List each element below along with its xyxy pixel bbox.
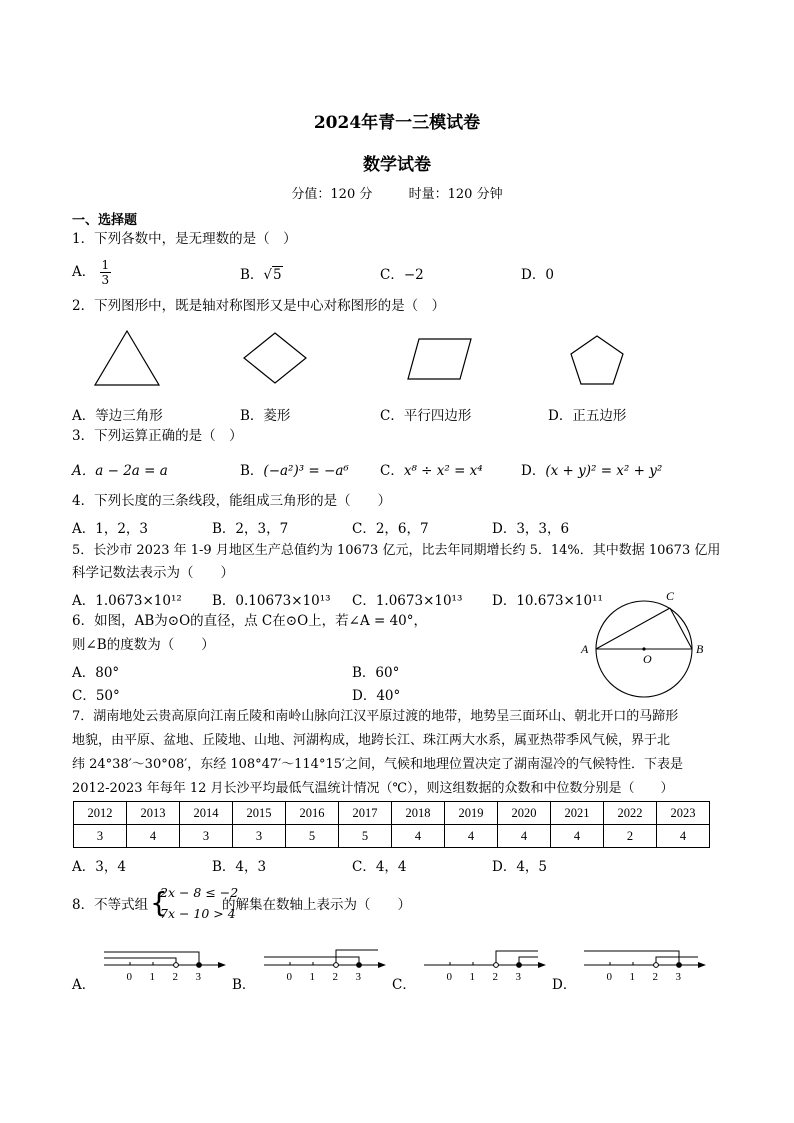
tick-label: 2 [172,971,178,983]
q3-b-expression: (−a²)³ = −a⁶ [263,463,349,479]
q2-option-b: B．菱形 [240,408,291,424]
q4-option-b: B．2，3，7 [212,521,289,537]
table-cell-temp: 4 [551,825,604,848]
q8-brace: { [150,886,168,919]
q5-option-c: C．1.0673×10¹³ [352,593,463,609]
q8-inequality-2: 7x − 10 > 4 [160,906,236,921]
q7-line1: 7．湖南地处云贵高原向江南丘陵和南岭山脉向江汉平原过渡的地带，地势呈三面环山、朝北开口的马蹄形 [72,709,679,724]
table-row-temps [74,825,710,848]
closed-endpoint [197,963,202,968]
table-cell-year: 2021 [551,802,604,825]
closed-endpoint [517,963,522,968]
q5-option-b: B．0.10673×10¹³ [212,593,331,609]
q3-option-a: A．a − 2a = a [72,463,168,479]
open-endpoint [174,963,179,968]
table-cell-temp: 4 [657,825,710,848]
table-cell-year: 2019 [445,802,498,825]
solution-ray [264,957,359,965]
q3-stem: 3．下列运算正确的是（ ） [72,428,243,444]
q4-option-a: A．1，2，3 [72,521,149,537]
q8-number-line-c [420,938,550,988]
q3-option-d: D．(x + y)² = x² + y² [521,463,663,479]
q7-line2: 地貌，由平原、盆地、丘陵地、山地、河湖构成，地跨长江、珠江两大水系，属亚热带季风气候，界于北 [72,733,671,748]
tick-label: 0 [126,971,132,983]
exam-info [0,183,794,202]
table-cell-year: 2012 [74,802,127,825]
subject-title: 数学试卷 [363,155,431,175]
q2-option-d: D．正五边形 [548,408,627,424]
tick-label: 1 [149,971,155,983]
q5-stem-line2: 科学记数法表示为（ ） [72,565,234,581]
q7-temperature-table [73,801,710,848]
arrow-head [378,962,386,968]
table-cell-temp: 3 [233,825,286,848]
q2-option-c: C．平行四边形 [380,408,472,424]
q2-pentagon-figure [565,332,629,388]
q2-parallelogram-figure [405,336,475,382]
q3-option-b: B．(−a²)³ = −a⁶ [240,463,349,479]
table-cell-year: 2015 [233,802,286,825]
tick-label: 3 [355,971,361,983]
q7-line4: 2012-2023 年每年 12 月长沙平均最低气温统计情况（℃），则这组数据的众数和中位数分别是（ ） [72,781,674,796]
table-cell-temp: 5 [286,825,339,848]
q7-option-a: A．3，4 [72,859,126,875]
sqrt-symbol: √ [263,267,273,283]
q6-option-a: A．80° [72,665,120,681]
tick-label: 0 [606,971,612,983]
table-cell-year: 2014 [180,802,233,825]
q8-option-a: A． [72,977,96,993]
tick-label: 1 [469,971,475,983]
open-endpoint [334,963,339,968]
table-cell-temp: 5 [339,825,392,848]
q6-option-c: C．50° [72,688,120,704]
tick-label: 0 [286,971,292,983]
q8-option-b: B． [232,977,256,993]
q8-stem-post: 的解集在数轴上表示为（ ） [222,897,411,913]
q8-number-line-a [100,938,230,988]
q6-label-a: A [581,642,589,656]
q8-inequality-1: 2x − 8 ≤ −2 [160,885,239,900]
q7-option-d: D．4，5 [492,859,548,875]
table-cell-temp: 3 [180,825,233,848]
q5-option-a: A．1.0673×10¹² [72,593,182,609]
q6-option-d: D．40° [352,688,401,704]
q2-triangle-figure [90,328,165,390]
q3-option-c: C．x⁸ ÷ x² = x⁴ [380,463,483,479]
q3-d-expression: (x + y)² = x² + y² [545,463,663,479]
tick-label: 2 [332,971,338,983]
table-row-years [74,802,710,825]
q4-option-d: D．3，3，6 [492,521,570,537]
q8-stem-pre: 8．不等式组 [72,897,149,913]
table-cell-temp: 4 [392,825,445,848]
table-cell-year: 2017 [339,802,392,825]
q5-stem-line1: 5．长沙市 2023 年 1-9 月地区生产总值约为 10673 亿元，比去年同期增长约 5．14%．其中数据 10673 亿用 [72,543,721,558]
q1-option-b: B．√5 [240,267,282,283]
q1-stem: 1．下列各数中，是无理数的是（ ） [72,231,297,247]
closed-endpoint [677,963,682,968]
tick-label: 2 [652,971,658,983]
table-cell-temp: 3 [74,825,127,848]
q4-option-c: C．2，6，7 [352,521,429,537]
q2-option-a: A．等边三角形 [72,408,163,424]
solution-ray [584,951,679,965]
q1-option-d: D．0 [521,267,554,283]
q6-label-b: B [696,642,704,656]
q5-option-d: D．10.673×10¹¹ [492,593,603,609]
open-endpoint [654,963,659,968]
q6-label-c: C [666,589,675,603]
arrow-head [538,962,546,968]
q7-option-b: B．4，3 [212,859,267,875]
q7-option-c: C．4，4 [352,859,407,875]
tick-label: 1 [629,971,635,983]
solution-ray [519,957,538,965]
table-cell-year: 2023 [657,802,710,825]
tick-label: 3 [675,971,681,983]
q6-option-b: B．60° [352,665,400,681]
q2-stem: 2．下列图形中，既是轴对称图形又是中心对称图形的是（ ） [72,298,446,314]
closed-endpoint [357,963,362,968]
table-cell-year: 2016 [286,802,339,825]
q8-number-line-b [260,938,390,988]
q7-line3: 纬 24°38′～30°08′，东经 108°47′～114°15′之间，气候和地理位置决定了湖南湿冷的气候特性．下表是 [72,757,683,772]
table-cell-temp: 4 [498,825,551,848]
tick-label: 3 [515,971,521,983]
table-cell-year: 2022 [604,802,657,825]
q1-option-a: A． $\frac{1}{3}$ [72,258,110,287]
table-cell-year: 2020 [498,802,551,825]
q1-a-denominator: 3 [101,273,110,287]
tick-label: 2 [492,971,498,983]
tick-label: 3 [195,971,201,983]
tick-label: 0 [446,971,452,983]
q8-option-c: C． [392,977,416,993]
table-cell-year: 2018 [392,802,445,825]
table-cell-temp: 2 [604,825,657,848]
q1-b-radicand: 5 [273,267,282,283]
score-info: 分值：120 分 [291,187,373,202]
q8-number-line-d [580,938,710,988]
q1-a-numerator: 1 [101,258,110,272]
solution-ray [104,958,176,965]
q6-circle-figure [575,585,715,705]
table-cell-year: 2013 [127,802,180,825]
q2-rhombus-figure [240,330,310,386]
time-info: 时量：120 分钟 [408,187,503,202]
tick-label: 1 [309,971,315,983]
q4-stem: 4．下列长度的三条线段，能组成三角形的是（ ） [72,493,392,509]
q3-c-expression: x⁸ ÷ x² = x⁴ [403,463,483,479]
section-heading: 一、选择题 [72,213,138,228]
q8-option-d: D． [552,977,577,993]
q6-stem-line2: 则∠B的度数为（ ） [72,637,215,653]
table-cell-temp: 4 [445,825,498,848]
q6-stem-line1: 6．如图，AB为⊙O的直径，点 C在⊙O上，若∠A = 40°， [72,613,428,629]
arrow-head [218,962,226,968]
arrow-head [698,962,706,968]
q6-label-o: O [643,652,652,666]
q1-option-c: C．−2 [380,267,424,283]
page-title: 2024年青一三模试卷 [313,113,481,133]
open-endpoint [494,963,499,968]
table-cell-temp: 4 [127,825,180,848]
